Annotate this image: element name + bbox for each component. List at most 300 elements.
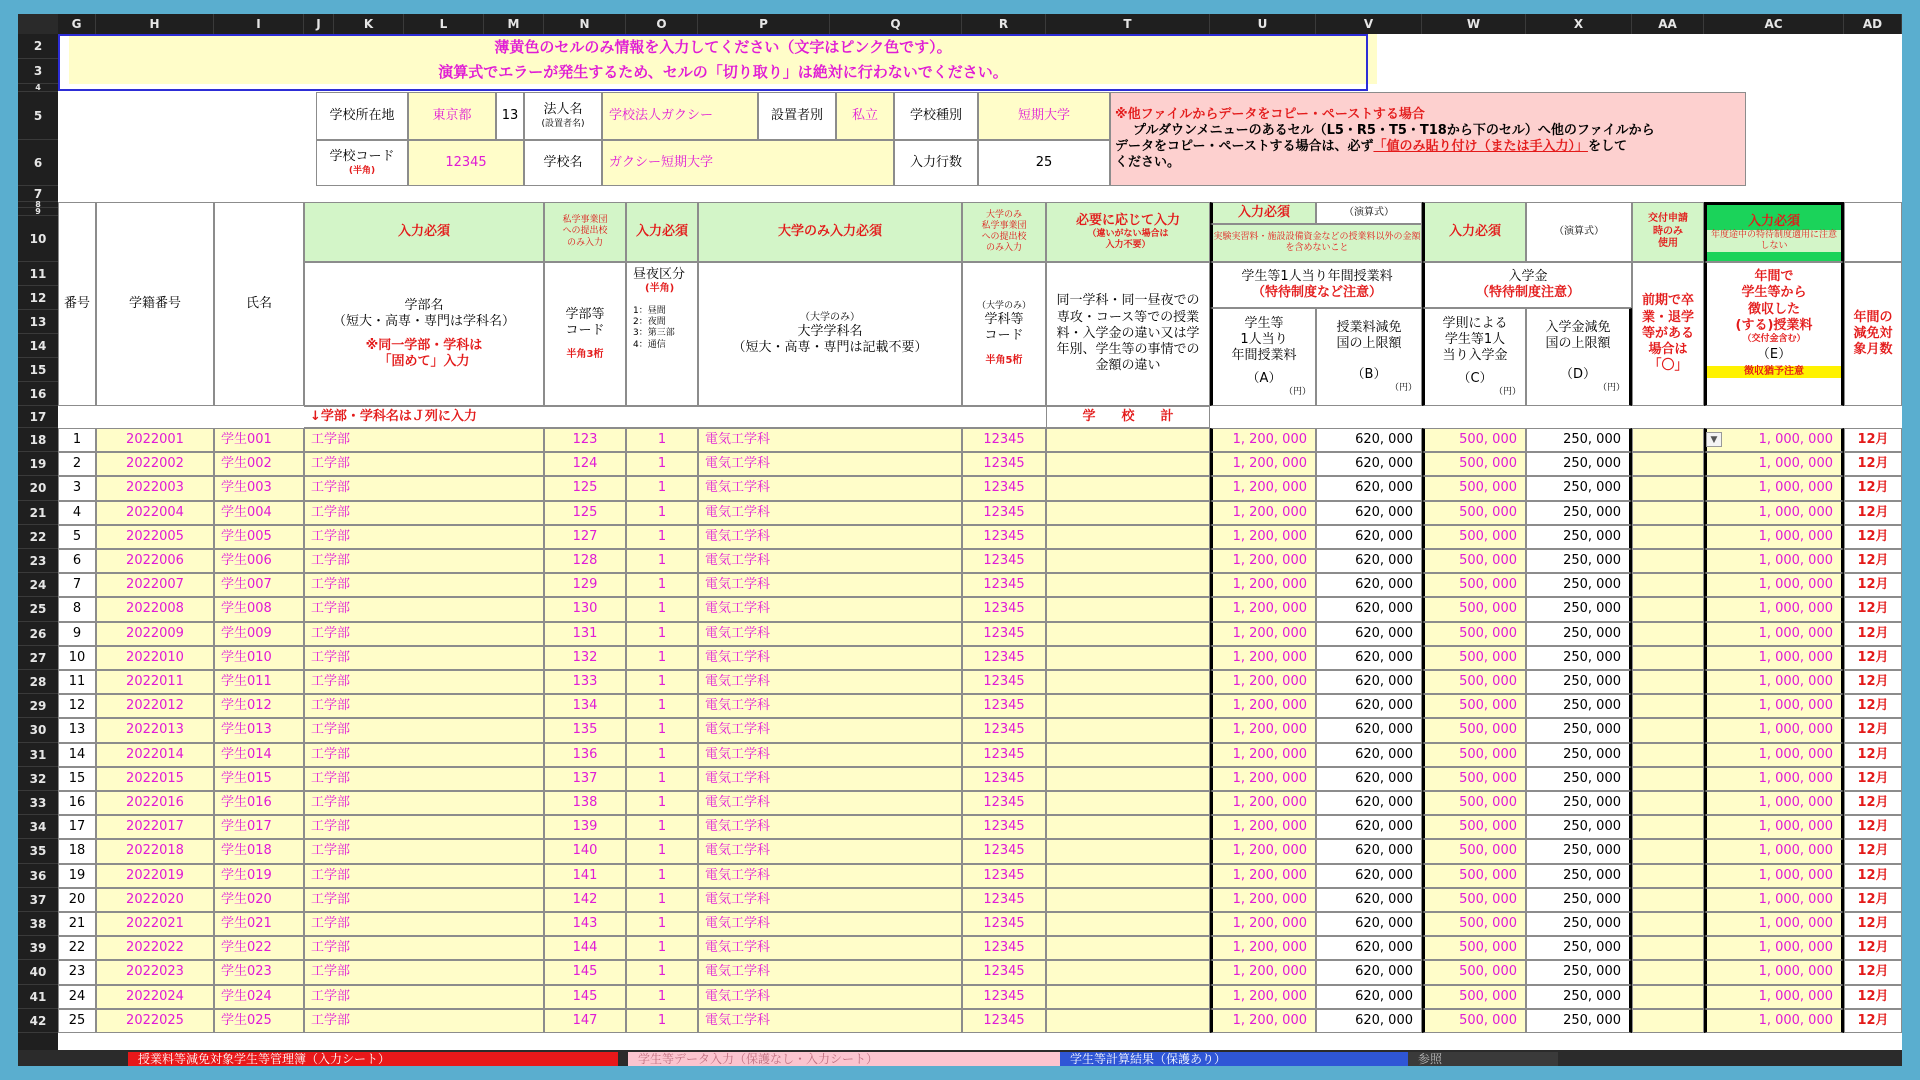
tuition-a-cell[interactable]: 1, 200, 000 <box>1210 476 1316 500</box>
column-header-i[interactable]: I <box>214 14 304 34</box>
row-header-13[interactable]: 13 <box>18 310 58 334</box>
sheet-tab-1[interactable]: 授業料等減免対象学生等管理簿（入力シート） <box>128 1052 618 1066</box>
row-header-10[interactable]: 10 <box>18 216 58 262</box>
row-header-7[interactable]: 7 <box>18 186 58 202</box>
column-header-o[interactable]: O <box>626 14 698 34</box>
dept-code-cell[interactable]: 12345 <box>962 452 1046 476</box>
entry-c-cell[interactable]: 500, 000 <box>1422 888 1526 912</box>
faculty-cell[interactable]: 工学部 <box>304 428 544 452</box>
entry-c-cell[interactable]: 500, 000 <box>1422 936 1526 960</box>
faculty-code-cell[interactable]: 145 <box>544 960 626 984</box>
tuition-a-cell[interactable]: 1, 200, 000 <box>1210 815 1316 839</box>
faculty-cell[interactable]: 工学部 <box>304 718 544 742</box>
tuition-a-cell[interactable]: 1, 200, 000 <box>1210 670 1316 694</box>
student-id-cell[interactable]: 2022018 <box>96 839 214 863</box>
location-value[interactable]: 東京都 <box>408 92 496 140</box>
tuition-a-cell[interactable]: 1, 200, 000 <box>1210 525 1316 549</box>
row-header-3[interactable]: 3 <box>18 59 58 84</box>
dept-code-cell[interactable]: 12345 <box>962 549 1046 573</box>
row-header-16[interactable]: 16 <box>18 382 58 406</box>
diff-cell[interactable] <box>1046 428 1210 452</box>
student-id-cell[interactable]: 2022023 <box>96 960 214 984</box>
tuition-a-cell[interactable]: 1, 200, 000 <box>1210 864 1316 888</box>
aa-cell[interactable] <box>1632 1009 1704 1033</box>
student-name-cell[interactable]: 学生019 <box>214 864 304 888</box>
aa-cell[interactable] <box>1632 815 1704 839</box>
faculty-cell[interactable]: 工学部 <box>304 452 544 476</box>
column-header-u[interactable]: U <box>1210 14 1316 34</box>
dept-code-cell[interactable]: 12345 <box>962 670 1046 694</box>
column-header-j[interactable]: J <box>304 14 334 34</box>
faculty-cell[interactable]: 工学部 <box>304 501 544 525</box>
student-id-cell[interactable]: 2022001 <box>96 428 214 452</box>
daynight-cell[interactable]: 1 <box>626 1009 698 1033</box>
dept-cell[interactable]: 電気工学科 <box>698 573 962 597</box>
tuition-a-cell[interactable]: 1, 200, 000 <box>1210 839 1316 863</box>
faculty-cell[interactable]: 工学部 <box>304 960 544 984</box>
row-header-40[interactable]: 40 <box>18 960 58 984</box>
dept-cell[interactable]: 電気工学科 <box>698 936 962 960</box>
dept-code-cell[interactable]: 12345 <box>962 718 1046 742</box>
aa-cell[interactable] <box>1632 960 1704 984</box>
diff-cell[interactable] <box>1046 1009 1210 1033</box>
row-header-15[interactable]: 15 <box>18 358 58 382</box>
faculty-cell[interactable]: 工学部 <box>304 670 544 694</box>
student-id-cell[interactable]: 2022015 <box>96 767 214 791</box>
dept-cell[interactable]: 電気工学科 <box>698 791 962 815</box>
dept-code-cell[interactable]: 12345 <box>962 888 1046 912</box>
diff-cell[interactable] <box>1046 888 1210 912</box>
faculty-code-cell[interactable]: 135 <box>544 718 626 742</box>
faculty-cell[interactable]: 工学部 <box>304 839 544 863</box>
dept-code-cell[interactable]: 12345 <box>962 936 1046 960</box>
diff-cell[interactable] <box>1046 501 1210 525</box>
aa-cell[interactable] <box>1632 573 1704 597</box>
daynight-cell[interactable]: 1 <box>626 694 698 718</box>
student-name-cell[interactable]: 学生006 <box>214 549 304 573</box>
select-all-corner[interactable] <box>18 14 58 34</box>
dept-code-cell[interactable]: 12345 <box>962 815 1046 839</box>
collected-e-cell[interactable]: 1, 000, 000 <box>1704 864 1844 888</box>
student-name-cell[interactable]: 学生014 <box>214 743 304 767</box>
daynight-cell[interactable]: 1 <box>626 549 698 573</box>
aa-cell[interactable] <box>1632 912 1704 936</box>
student-id-cell[interactable]: 2022010 <box>96 646 214 670</box>
faculty-code-cell[interactable]: 130 <box>544 597 626 621</box>
faculty-code-cell[interactable]: 124 <box>544 452 626 476</box>
aa-cell[interactable] <box>1632 501 1704 525</box>
entry-c-cell[interactable]: 500, 000 <box>1422 791 1526 815</box>
daynight-cell[interactable]: 1 <box>626 912 698 936</box>
student-id-cell[interactable]: 2022006 <box>96 549 214 573</box>
faculty-code-cell[interactable]: 127 <box>544 525 626 549</box>
column-header-k[interactable]: K <box>334 14 404 34</box>
student-id-cell[interactable]: 2022005 <box>96 525 214 549</box>
dept-code-cell[interactable]: 12345 <box>962 864 1046 888</box>
entry-c-cell[interactable]: 500, 000 <box>1422 646 1526 670</box>
founder-value[interactable]: 私立 <box>836 92 894 140</box>
student-name-cell[interactable]: 学生020 <box>214 888 304 912</box>
row-header-30[interactable]: 30 <box>18 718 58 742</box>
dept-cell[interactable]: 電気工学科 <box>698 912 962 936</box>
student-name-cell[interactable]: 学生021 <box>214 912 304 936</box>
aa-cell[interactable] <box>1632 525 1704 549</box>
tuition-a-cell[interactable]: 1, 200, 000 <box>1210 912 1316 936</box>
tuition-a-cell[interactable]: 1, 200, 000 <box>1210 985 1316 1009</box>
dept-code-cell[interactable]: 12345 <box>962 1009 1046 1033</box>
daynight-cell[interactable]: 1 <box>626 646 698 670</box>
tuition-a-cell[interactable]: 1, 200, 000 <box>1210 622 1316 646</box>
column-header-w[interactable]: W <box>1422 14 1526 34</box>
entry-c-cell[interactable]: 500, 000 <box>1422 767 1526 791</box>
student-name-cell[interactable]: 学生012 <box>214 694 304 718</box>
diff-cell[interactable] <box>1046 476 1210 500</box>
code-value[interactable]: 12345 <box>408 140 524 186</box>
student-id-cell[interactable]: 2022017 <box>96 815 214 839</box>
row-header-6[interactable]: 6 <box>18 140 58 186</box>
column-header-r[interactable]: R <box>962 14 1046 34</box>
dept-code-cell[interactable]: 12345 <box>962 476 1046 500</box>
column-header-q[interactable]: Q <box>830 14 962 34</box>
daynight-cell[interactable]: 1 <box>626 888 698 912</box>
student-name-cell[interactable]: 学生002 <box>214 452 304 476</box>
faculty-cell[interactable]: 工学部 <box>304 767 544 791</box>
daynight-cell[interactable]: 1 <box>626 936 698 960</box>
dept-cell[interactable]: 電気工学科 <box>698 864 962 888</box>
sheet-tab-2[interactable]: 学生等データ入力（保護なし・入力シート） <box>628 1052 1068 1066</box>
faculty-cell[interactable]: 工学部 <box>304 815 544 839</box>
student-id-cell[interactable]: 2022020 <box>96 888 214 912</box>
dept-code-cell[interactable]: 12345 <box>962 428 1046 452</box>
tuition-a-cell[interactable]: 1, 200, 000 <box>1210 743 1316 767</box>
diff-cell[interactable] <box>1046 694 1210 718</box>
aa-cell[interactable] <box>1632 622 1704 646</box>
student-name-cell[interactable]: 学生022 <box>214 936 304 960</box>
diff-cell[interactable] <box>1046 622 1210 646</box>
column-header-ac[interactable]: AC <box>1704 14 1844 34</box>
student-id-cell[interactable]: 2022003 <box>96 476 214 500</box>
faculty-code-cell[interactable]: 142 <box>544 888 626 912</box>
student-id-cell[interactable]: 2022022 <box>96 936 214 960</box>
row-header-33[interactable]: 33 <box>18 791 58 815</box>
dept-code-cell[interactable]: 12345 <box>962 622 1046 646</box>
tuition-a-cell[interactable]: 1, 200, 000 <box>1210 936 1316 960</box>
dropdown-arrow-icon[interactable]: ▼ <box>1706 432 1722 447</box>
dept-cell[interactable]: 電気工学科 <box>698 743 962 767</box>
dept-code-cell[interactable]: 12345 <box>962 694 1046 718</box>
diff-cell[interactable] <box>1046 791 1210 815</box>
collected-e-cell[interactable]: 1, 000, 000 <box>1704 622 1844 646</box>
entry-c-cell[interactable]: 500, 000 <box>1422 476 1526 500</box>
student-id-cell[interactable]: 2022007 <box>96 573 214 597</box>
tuition-a-cell[interactable]: 1, 200, 000 <box>1210 452 1316 476</box>
faculty-cell[interactable]: 工学部 <box>304 864 544 888</box>
daynight-cell[interactable]: 1 <box>626 573 698 597</box>
tuition-a-cell[interactable]: 1, 200, 000 <box>1210 597 1316 621</box>
row-header-34[interactable]: 34 <box>18 815 58 839</box>
student-id-cell[interactable]: 2022004 <box>96 501 214 525</box>
dept-cell[interactable]: 電気工学科 <box>698 622 962 646</box>
faculty-code-cell[interactable]: 125 <box>544 501 626 525</box>
diff-cell[interactable] <box>1046 912 1210 936</box>
daynight-cell[interactable]: 1 <box>626 960 698 984</box>
sheet-tab-3[interactable]: 学生等計算結果（保護あり） <box>1060 1052 1410 1066</box>
faculty-cell[interactable]: 工学部 <box>304 476 544 500</box>
aa-cell[interactable] <box>1632 791 1704 815</box>
collected-e-cell[interactable]: 1, 000, 000 <box>1704 476 1844 500</box>
student-name-cell[interactable]: 学生017 <box>214 815 304 839</box>
aa-cell[interactable] <box>1632 476 1704 500</box>
faculty-code-cell[interactable]: 128 <box>544 549 626 573</box>
tuition-a-cell[interactable]: 1, 200, 000 <box>1210 501 1316 525</box>
row-header-9[interactable]: 9 <box>18 208 58 216</box>
collected-e-cell[interactable]: 1, 000, 000 <box>1704 912 1844 936</box>
aa-cell[interactable] <box>1632 767 1704 791</box>
collected-e-cell[interactable]: 1, 000, 000 <box>1704 1009 1844 1033</box>
entry-c-cell[interactable]: 500, 000 <box>1422 815 1526 839</box>
collected-e-cell[interactable]: 1, 000, 000 <box>1704 670 1844 694</box>
student-id-cell[interactable]: 2022021 <box>96 912 214 936</box>
aa-cell[interactable] <box>1632 549 1704 573</box>
entry-c-cell[interactable]: 500, 000 <box>1422 525 1526 549</box>
dept-code-cell[interactable]: 12345 <box>962 839 1046 863</box>
tuition-a-cell[interactable]: 1, 200, 000 <box>1210 767 1316 791</box>
faculty-cell[interactable]: 工学部 <box>304 525 544 549</box>
aa-cell[interactable] <box>1632 646 1704 670</box>
column-header-p[interactable]: P <box>698 14 830 34</box>
faculty-code-cell[interactable]: 143 <box>544 912 626 936</box>
row-header-23[interactable]: 23 <box>18 549 58 573</box>
collected-e-cell[interactable]: 1, 000, 000 <box>1704 573 1844 597</box>
row-header-36[interactable]: 36 <box>18 864 58 888</box>
daynight-cell[interactable]: 1 <box>626 525 698 549</box>
tuition-a-cell[interactable]: 1, 200, 000 <box>1210 549 1316 573</box>
column-header-v[interactable]: V <box>1316 14 1422 34</box>
daynight-cell[interactable]: 1 <box>626 452 698 476</box>
faculty-cell[interactable]: 工学部 <box>304 888 544 912</box>
student-id-cell[interactable]: 2022024 <box>96 985 214 1009</box>
collected-e-cell[interactable]: 1, 000, 000 <box>1704 428 1844 452</box>
daynight-cell[interactable]: 1 <box>626 718 698 742</box>
collected-e-cell[interactable]: 1, 000, 000 <box>1704 646 1844 670</box>
faculty-code-cell[interactable]: 125 <box>544 476 626 500</box>
aa-cell[interactable] <box>1632 694 1704 718</box>
faculty-code-cell[interactable]: 138 <box>544 791 626 815</box>
collected-e-cell[interactable]: 1, 000, 000 <box>1704 839 1844 863</box>
daynight-cell[interactable]: 1 <box>626 597 698 621</box>
daynight-cell[interactable]: 1 <box>626 791 698 815</box>
entry-c-cell[interactable]: 500, 000 <box>1422 912 1526 936</box>
row-header-39[interactable]: 39 <box>18 936 58 960</box>
diff-cell[interactable] <box>1046 670 1210 694</box>
diff-cell[interactable] <box>1046 743 1210 767</box>
tuition-a-cell[interactable]: 1, 200, 000 <box>1210 718 1316 742</box>
row-header-24[interactable]: 24 <box>18 573 58 597</box>
student-name-cell[interactable]: 学生007 <box>214 573 304 597</box>
dept-cell[interactable]: 電気工学科 <box>698 694 962 718</box>
collected-e-cell[interactable]: 1, 000, 000 <box>1704 597 1844 621</box>
aa-cell[interactable] <box>1632 985 1704 1009</box>
dept-cell[interactable]: 電気工学科 <box>698 501 962 525</box>
faculty-cell[interactable]: 工学部 <box>304 912 544 936</box>
student-name-cell[interactable]: 学生011 <box>214 670 304 694</box>
aa-cell[interactable] <box>1632 888 1704 912</box>
diff-cell[interactable] <box>1046 718 1210 742</box>
collected-e-cell[interactable]: 1, 000, 000 <box>1704 985 1844 1009</box>
entry-c-cell[interactable]: 500, 000 <box>1422 960 1526 984</box>
faculty-code-cell[interactable]: 134 <box>544 694 626 718</box>
faculty-cell[interactable]: 工学部 <box>304 985 544 1009</box>
row-header-38[interactable]: 38 <box>18 912 58 936</box>
collected-e-cell[interactable]: 1, 000, 000 <box>1704 549 1844 573</box>
row-header-4[interactable]: 4 <box>18 84 58 92</box>
faculty-cell[interactable]: 工学部 <box>304 597 544 621</box>
faculty-code-cell[interactable]: 129 <box>544 573 626 597</box>
collected-e-cell[interactable]: 1, 000, 000 <box>1704 815 1844 839</box>
faculty-code-cell[interactable]: 144 <box>544 936 626 960</box>
daynight-cell[interactable]: 1 <box>626 622 698 646</box>
collected-e-cell[interactable]: 1, 000, 000 <box>1704 525 1844 549</box>
student-id-cell[interactable]: 2022011 <box>96 670 214 694</box>
student-name-cell[interactable]: 学生023 <box>214 960 304 984</box>
diff-cell[interactable] <box>1046 936 1210 960</box>
dept-cell[interactable]: 電気工学科 <box>698 960 962 984</box>
row-header-20[interactable]: 20 <box>18 476 58 500</box>
diff-cell[interactable] <box>1046 839 1210 863</box>
row-header-19[interactable]: 19 <box>18 452 58 476</box>
diff-cell[interactable] <box>1046 646 1210 670</box>
student-name-cell[interactable]: 学生008 <box>214 597 304 621</box>
row-header-8[interactable]: 8 <box>18 202 58 208</box>
dept-code-cell[interactable]: 12345 <box>962 912 1046 936</box>
student-id-cell[interactable]: 2022014 <box>96 743 214 767</box>
daynight-cell[interactable]: 1 <box>626 476 698 500</box>
aa-cell[interactable] <box>1632 743 1704 767</box>
collected-e-cell[interactable]: 1, 000, 000 <box>1704 791 1844 815</box>
dept-code-cell[interactable]: 12345 <box>962 791 1046 815</box>
collected-e-cell[interactable]: 1, 000, 000 <box>1704 936 1844 960</box>
row-header-28[interactable]: 28 <box>18 670 58 694</box>
column-header-g[interactable]: G <box>58 14 96 34</box>
dept-code-cell[interactable]: 12345 <box>962 985 1046 1009</box>
dept-cell[interactable]: 電気工学科 <box>698 888 962 912</box>
faculty-code-cell[interactable]: 137 <box>544 767 626 791</box>
faculty-cell[interactable]: 工学部 <box>304 936 544 960</box>
aa-cell[interactable] <box>1632 936 1704 960</box>
student-id-cell[interactable]: 2022013 <box>96 718 214 742</box>
aa-cell[interactable] <box>1632 718 1704 742</box>
dept-cell[interactable]: 電気工学科 <box>698 985 962 1009</box>
faculty-code-cell[interactable]: 133 <box>544 670 626 694</box>
aa-cell[interactable] <box>1632 597 1704 621</box>
row-header-14[interactable]: 14 <box>18 334 58 358</box>
dept-cell[interactable]: 電気工学科 <box>698 428 962 452</box>
faculty-code-cell[interactable]: 136 <box>544 743 626 767</box>
daynight-cell[interactable]: 1 <box>626 501 698 525</box>
daynight-cell[interactable]: 1 <box>626 767 698 791</box>
dept-cell[interactable]: 電気工学科 <box>698 525 962 549</box>
row-header-37[interactable]: 37 <box>18 888 58 912</box>
dept-code-cell[interactable]: 12345 <box>962 767 1046 791</box>
row-header-35[interactable]: 35 <box>18 839 58 863</box>
entry-c-cell[interactable]: 500, 000 <box>1422 573 1526 597</box>
column-header-h[interactable]: H <box>96 14 214 34</box>
student-name-cell[interactable]: 学生024 <box>214 985 304 1009</box>
collected-e-cell[interactable]: 1, 000, 000 <box>1704 718 1844 742</box>
student-id-cell[interactable]: 2022002 <box>96 452 214 476</box>
entry-c-cell[interactable]: 500, 000 <box>1422 985 1526 1009</box>
dept-cell[interactable]: 電気工学科 <box>698 815 962 839</box>
entry-c-cell[interactable]: 500, 000 <box>1422 1009 1526 1033</box>
diff-cell[interactable] <box>1046 767 1210 791</box>
row-header-31[interactable]: 31 <box>18 743 58 767</box>
entry-c-cell[interactable]: 500, 000 <box>1422 501 1526 525</box>
dept-cell[interactable]: 電気工学科 <box>698 670 962 694</box>
tuition-a-cell[interactable]: 1, 200, 000 <box>1210 694 1316 718</box>
faculty-cell[interactable]: 工学部 <box>304 573 544 597</box>
student-name-cell[interactable]: 学生001 <box>214 428 304 452</box>
diff-cell[interactable] <box>1046 549 1210 573</box>
faculty-code-cell[interactable]: 141 <box>544 864 626 888</box>
faculty-cell[interactable]: 工学部 <box>304 549 544 573</box>
daynight-cell[interactable]: 1 <box>626 743 698 767</box>
tuition-a-cell[interactable]: 1, 200, 000 <box>1210 888 1316 912</box>
tuition-a-cell[interactable]: 1, 200, 000 <box>1210 428 1316 452</box>
row-header-5[interactable]: 5 <box>18 92 58 140</box>
column-header-x[interactable]: X <box>1526 14 1632 34</box>
row-header-26[interactable]: 26 <box>18 622 58 646</box>
dept-code-cell[interactable]: 12345 <box>962 743 1046 767</box>
tuition-a-cell[interactable]: 1, 200, 000 <box>1210 960 1316 984</box>
entry-c-cell[interactable]: 500, 000 <box>1422 694 1526 718</box>
daynight-cell[interactable]: 1 <box>626 428 698 452</box>
diff-cell[interactable] <box>1046 452 1210 476</box>
dept-cell[interactable]: 電気工学科 <box>698 597 962 621</box>
student-name-cell[interactable]: 学生009 <box>214 622 304 646</box>
row-header-11[interactable]: 11 <box>18 262 58 286</box>
aa-cell[interactable] <box>1632 428 1704 452</box>
dept-code-cell[interactable]: 12345 <box>962 646 1046 670</box>
column-header-n[interactable]: N <box>544 14 626 34</box>
entry-c-cell[interactable]: 500, 000 <box>1422 839 1526 863</box>
faculty-cell[interactable]: 工学部 <box>304 646 544 670</box>
student-name-cell[interactable]: 学生010 <box>214 646 304 670</box>
school-name-value[interactable]: ガクシー短期大学 <box>602 140 894 186</box>
student-id-cell[interactable]: 2022012 <box>96 694 214 718</box>
corp-value[interactable]: 学校法人ガクシー <box>602 92 758 140</box>
row-header-32[interactable]: 32 <box>18 767 58 791</box>
dept-code-cell[interactable]: 12345 <box>962 501 1046 525</box>
faculty-cell[interactable]: 工学部 <box>304 791 544 815</box>
faculty-cell[interactable]: 工学部 <box>304 1009 544 1033</box>
dept-cell[interactable]: 電気工学科 <box>698 718 962 742</box>
row-header-18[interactable]: 18 <box>18 428 58 452</box>
entry-c-cell[interactable]: 500, 000 <box>1422 622 1526 646</box>
dept-code-cell[interactable]: 12345 <box>962 960 1046 984</box>
column-header-l[interactable]: L <box>404 14 484 34</box>
dept-cell[interactable]: 電気工学科 <box>698 452 962 476</box>
row-header-27[interactable]: 27 <box>18 646 58 670</box>
student-id-cell[interactable]: 2022008 <box>96 597 214 621</box>
student-id-cell[interactable]: 2022016 <box>96 791 214 815</box>
sheet-tab-4[interactable]: 参照 <box>1408 1052 1558 1066</box>
daynight-cell[interactable]: 1 <box>626 985 698 1009</box>
row-header-41[interactable]: 41 <box>18 985 58 1009</box>
diff-cell[interactable] <box>1046 864 1210 888</box>
student-id-cell[interactable]: 2022025 <box>96 1009 214 1033</box>
tuition-a-cell[interactable]: 1, 200, 000 <box>1210 791 1316 815</box>
dept-cell[interactable]: 電気工学科 <box>698 549 962 573</box>
